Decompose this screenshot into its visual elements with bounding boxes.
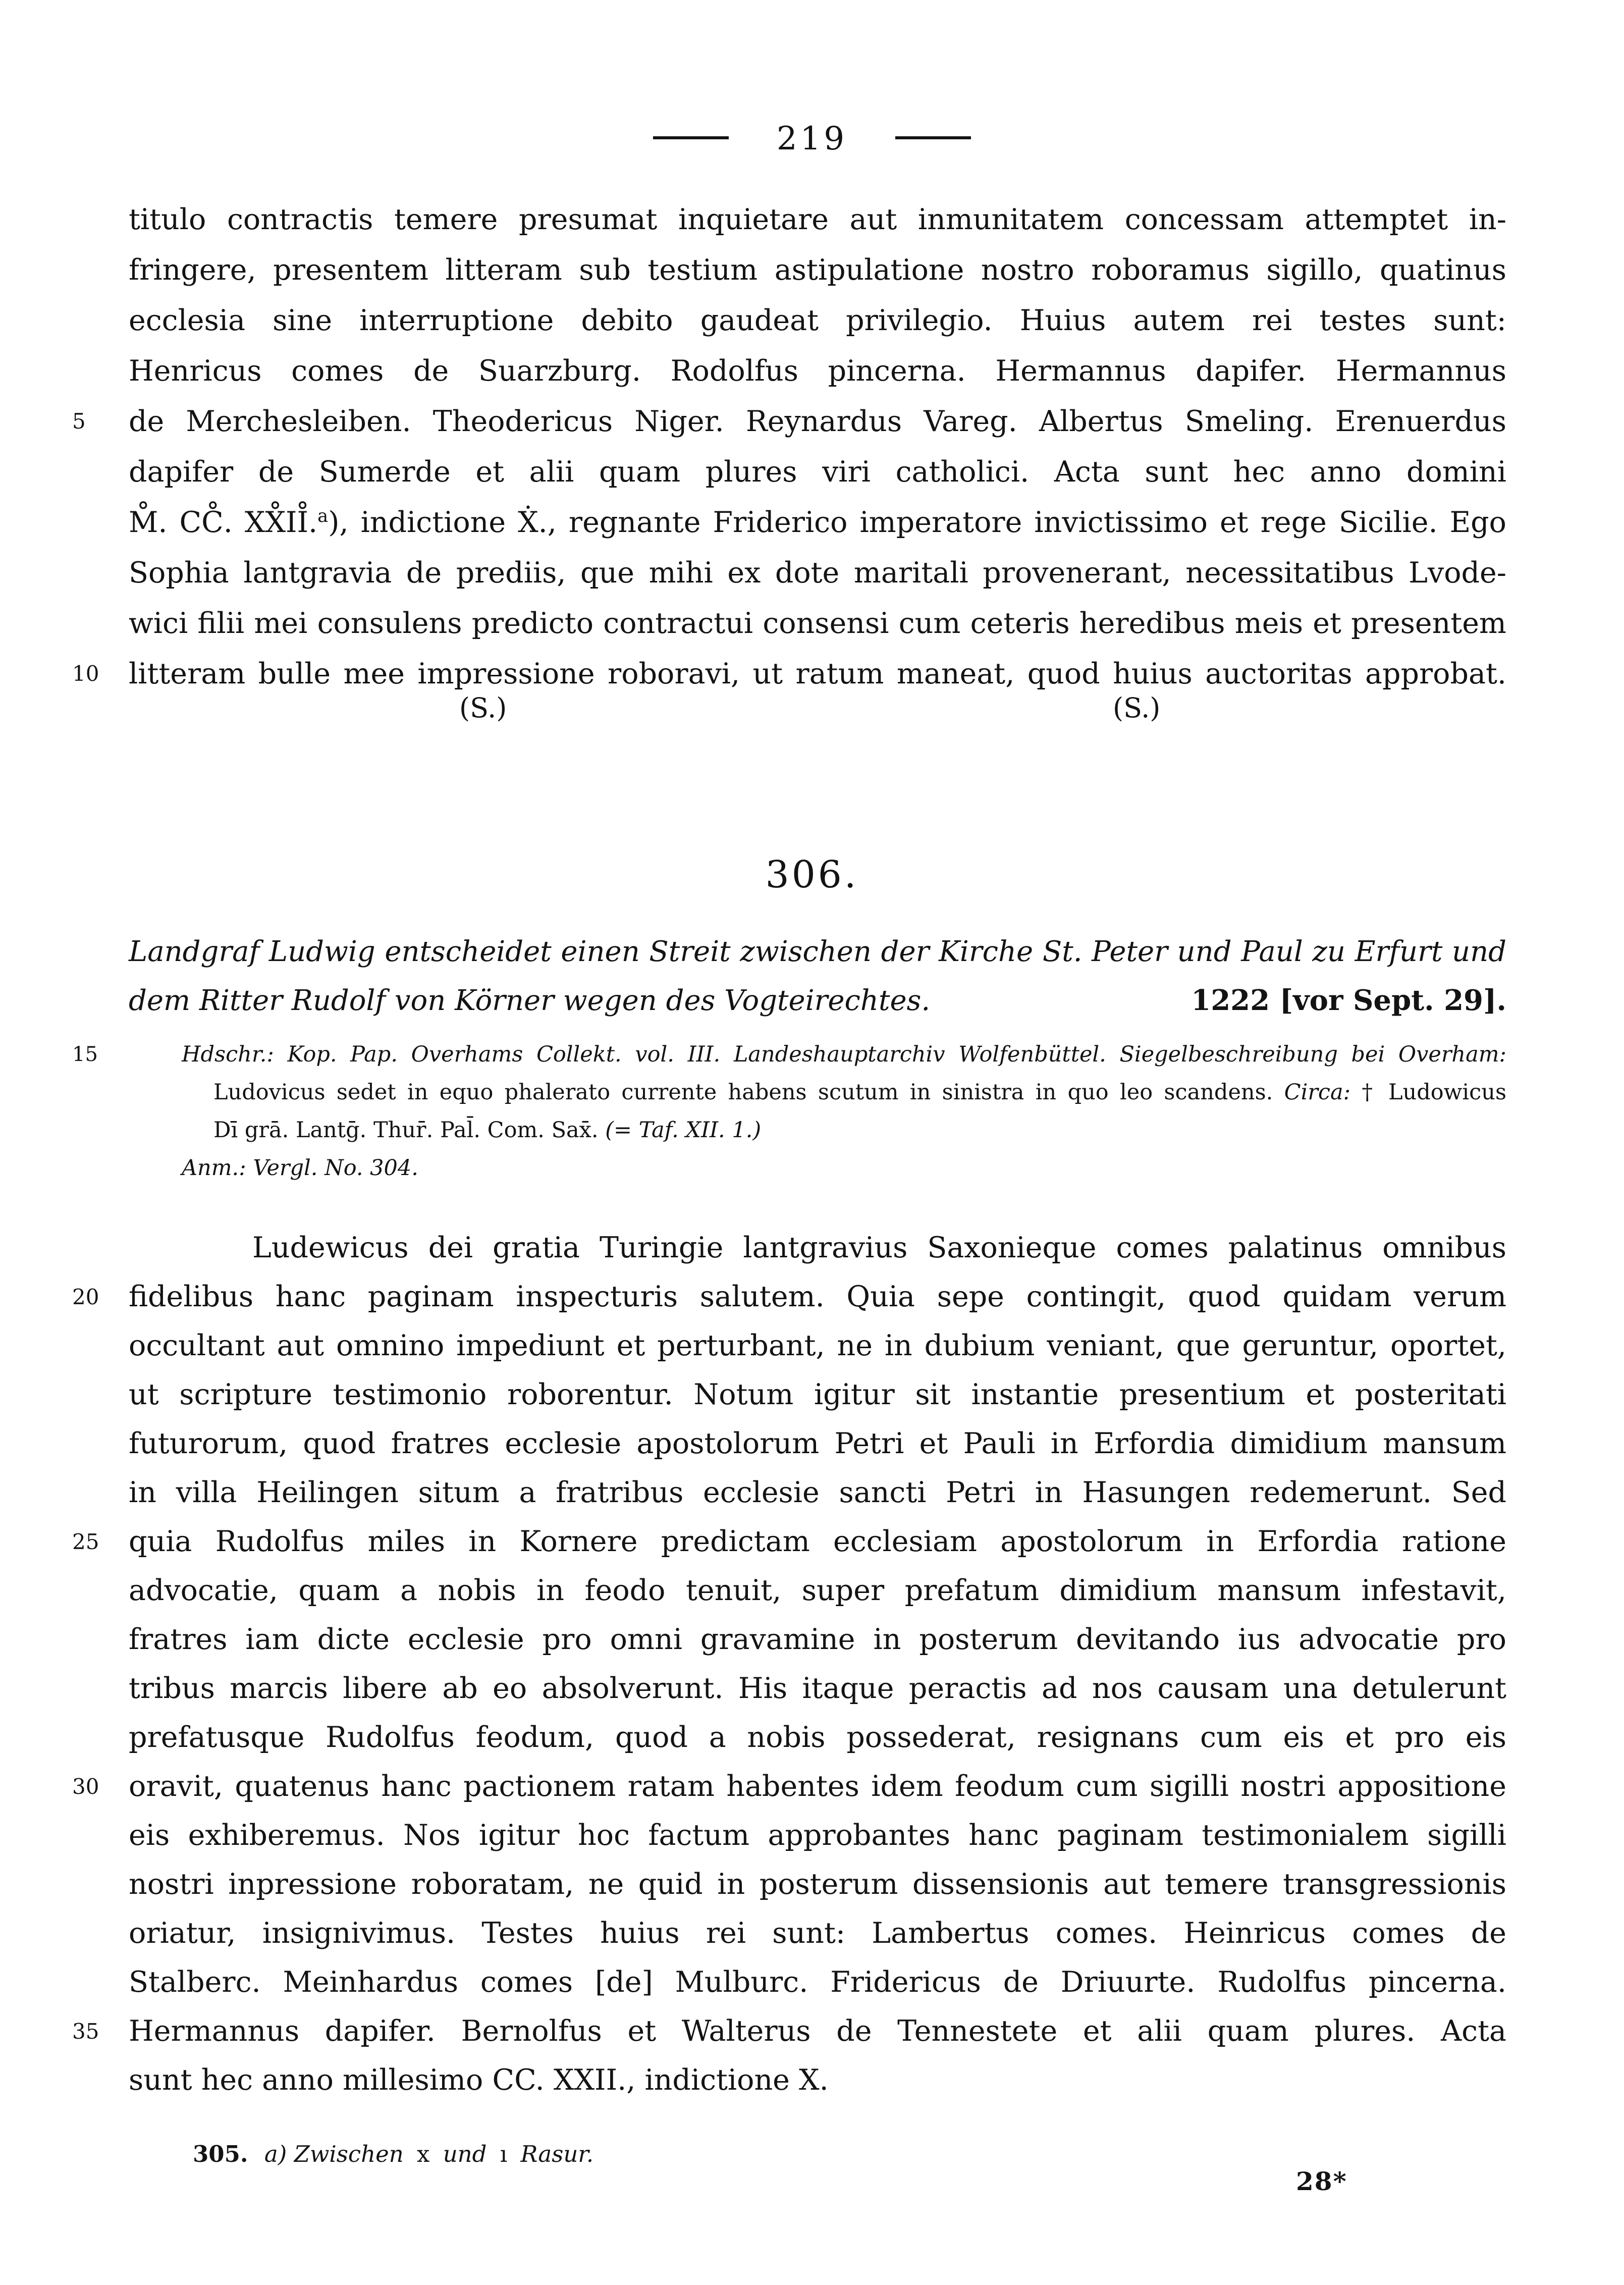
line-number: 5: [72, 409, 86, 434]
seal-legend-text: Dī grā. Lantḡ. Thur̄. Pal̄. Com. Sax̄.: [213, 1118, 599, 1143]
text-line-content: ut scripture testimonio roborentur. Notum igitur sit instantie presentium et posteritati: [129, 1378, 1506, 1411]
text-line-content: ), indictione Ẋ., regnante Friderico imperatore invictissimo et rege Sicilie. Ego: [328, 506, 1506, 539]
text-line: [129, 245, 1506, 295]
text-line-content: tribus marcis libere ab eo absolverunt. His itaque peractis ad nos causam una detulerunt: [129, 1672, 1506, 1705]
text-line: [129, 1370, 1506, 1419]
header-rule-right: [895, 136, 971, 139]
text-line: [129, 1958, 1506, 2007]
seal-mark-right: (S.): [1113, 692, 1161, 724]
text-line: [129, 598, 1506, 649]
text-line: [72, 2007, 1506, 2056]
line-number: 15: [72, 1043, 98, 1066]
text-line-content: quia Rudolfus miles in Kornere predictam ecclesiam apostolorum in Erfordia ratione: [129, 1525, 1506, 1558]
footnote-text: Rasur.: [520, 2141, 594, 2167]
charter-date: 1222 [vor Sept. 29].: [1191, 984, 1506, 1017]
text-line-content: de Merchesleiben. Theodericus Niger. Reynardus Vareg. Albertus Smeling. Erenuerdus: [129, 405, 1506, 438]
apparatus: [72, 1036, 1507, 1187]
text-line: [129, 447, 1506, 497]
text-line: [129, 194, 1506, 245]
line-number: 35: [72, 2019, 99, 2044]
apparatus-seal-description: [129, 1074, 1506, 1111]
apparatus-hdschr-line: [72, 1036, 1506, 1074]
text-line-content: futurorum, quod fratres ecclesie apostolorum Petri et Pauli in Erfordia dimidium mansum: [129, 1427, 1506, 1460]
footnote-label: 305.: [193, 2141, 248, 2167]
text-line: [129, 1566, 1506, 1615]
text-line-content: Ludewicus dei gratia Turingie lantgravius Saxonieque comes palatinus omnibus: [252, 1231, 1506, 1264]
text-line: [129, 1713, 1506, 1762]
regest: [129, 928, 1506, 1025]
text-line: [129, 548, 1506, 598]
plate-reference: (= Taf. XII. 1.): [605, 1118, 762, 1143]
charter-306-text: [72, 1224, 1506, 2105]
text-line: [129, 2056, 1506, 2105]
text-line: [72, 1517, 1506, 1566]
regest-line-content: dem Ritter Rudolf von Körner wegen des Vogteirechtes.: [129, 984, 931, 1017]
line-number: 10: [72, 661, 99, 686]
text-line: [129, 1419, 1506, 1468]
charter-305-continuation: [72, 194, 1506, 699]
text-line: [129, 1860, 1506, 1909]
text-line: [129, 1909, 1506, 1958]
text-line-content: prefatusque Rudolfus feodum, quod a nobis possederat, resignans cum eis et pro eis: [129, 1721, 1506, 1754]
apparatus-anm-line: Anm.: Vergl. No. 304.: [182, 1155, 418, 1181]
text-line-content: oravit, quatenus hanc pactionem ratam habentes idem feodum cum sigilli nostri appositione: [129, 1770, 1506, 1803]
text-line-content: dapifer de Sumerde et alii quam plures viri catholici. Acta sunt hec anno domini: [129, 455, 1506, 489]
footnote-marker-sup: a: [317, 506, 329, 526]
text-line: [129, 1615, 1506, 1664]
print-signature: 28*: [1296, 2166, 1347, 2196]
text-line-content: wici filii mei consulens predicto contractui consensi cum ceteris heredibus meis et presentem: [129, 607, 1506, 640]
footnote-text: a) Zwischen: [264, 2141, 404, 2167]
charter-number-heading: 306.: [765, 853, 859, 896]
text-line-content: Hermannus dapifer. Bernolfus et Walterus de Tennestete et alii quam plures. Acta: [129, 2014, 1506, 2048]
text-line-content: ecclesia sine interruptione debito gaudeat privilegio. Huius autem rei testes sunt:: [129, 304, 1506, 337]
text-line: [129, 1811, 1506, 1860]
apparatus-line-content: Hdschr.: Kop. Pap. Overhams Collekt. vol. III. Landeshauptarchiv Wolfenbüttel. Siegelbeschreibung bei Overham:: [182, 1042, 1506, 1067]
text-line-content: advocatie, quam a nobis in feodo tenuit, super prefatum dimidium mansum infestavit,: [129, 1574, 1506, 1607]
seal-legend-start: † Ludowicus: [1362, 1080, 1507, 1105]
text-line: [129, 346, 1506, 396]
text-line: [72, 396, 1506, 447]
footnote-variant-letter: x: [417, 2141, 430, 2167]
text-line-content: Stalberc. Meinhardus comes [de] Mulburc. Fridericus de Driuurte. Rudolfus pincerna.: [129, 1965, 1506, 1999]
text-line-content: Sophia lantgravia de prediis, que mihi ex dote maritali provenerant, necessitatibus Lvode-: [129, 556, 1506, 590]
footnote-text: und: [443, 2141, 487, 2167]
apparatus-seal-legend: [129, 1111, 1506, 1149]
line-number: 25: [72, 1529, 99, 1554]
seal-marks-row: [129, 680, 1506, 736]
text-line: [72, 1762, 1506, 1811]
text-line: [129, 1321, 1506, 1370]
text-line-content: fringere, presentem litteram sub testium astipulatione nostro roboramus sigillo, quatinus: [129, 253, 1506, 287]
text-line: [129, 1224, 1506, 1272]
text-line: [129, 1468, 1506, 1517]
page-number: 219: [776, 120, 848, 157]
text-line-content: fratres iam dicte ecclesie pro omni gravamine in posterum devitando ius advocatie pro: [129, 1623, 1506, 1656]
line-number: 30: [72, 1774, 99, 1799]
roman-numeral-date: M̊. CC̊. XX̊II̊.: [129, 506, 318, 539]
text-line: [129, 295, 1506, 346]
line-number: 20: [72, 1285, 99, 1309]
footnote: [193, 2139, 593, 2169]
text-line: [129, 1664, 1506, 1713]
text-line-content: sunt hec anno millesimo CC. XXII., indictione X.: [129, 2063, 829, 2097]
text-line-content: in villa Heilingen situm a fratribus ecclesie sancti Petri in Hasungen redemerunt. Sed: [129, 1476, 1506, 1509]
footnote-variant-letter: ı: [500, 2141, 508, 2167]
text-line: [129, 497, 1506, 548]
text-line-content: nostri inpressione roboratam, ne quid in posterum dissensionis aut temere transgressionis: [129, 1868, 1506, 1901]
regest-line: Landgraf Ludwig entscheidet einen Streit zwischen der Kirche St. Peter und Paul zu Erfurt und: [129, 935, 1506, 968]
circa-label: Circa:: [1284, 1080, 1351, 1105]
page-header: [0, 120, 1624, 157]
text-line-content: eis exhiberemus. Nos igitur hoc factum approbantes hanc paginam testimonialem sigilli: [129, 1819, 1506, 1852]
seal-mark-left: (S.): [459, 692, 507, 724]
text-line-content: fidelibus hanc paginam inspecturis salutem. Quia sepe contingit, quod quidam verum: [129, 1280, 1506, 1313]
text-line-content: titulo contractis temere presumat inquietare aut inmunitatem concessam attemptet in-: [129, 203, 1506, 236]
text-line-content: occultant aut omnino impediunt et perturbant, ne in dubium veniant, que geruntur, oportet,: [129, 1329, 1506, 1362]
text-line-content: oriatur, insignivimus. Testes huius rei sunt: Lambertus comes. Heinricus comes de: [129, 1917, 1506, 1950]
text-line-content: Henricus comes de Suarzburg. Rodolfus pincerna. Hermannus dapifer. Hermannus: [129, 354, 1506, 388]
text-line: [72, 1272, 1506, 1321]
seal-description-text: Ludovicus sedet in equo phalerato currente habens scutum in sinistra in quo leo scandens.: [213, 1080, 1273, 1105]
regest-line: [129, 976, 1506, 1025]
header-rule-left: [653, 136, 729, 139]
text-line-content: litteram bulle mee impressione roboravi, ut ratum maneat, quod huius auctoritas approbat.: [129, 657, 1506, 690]
